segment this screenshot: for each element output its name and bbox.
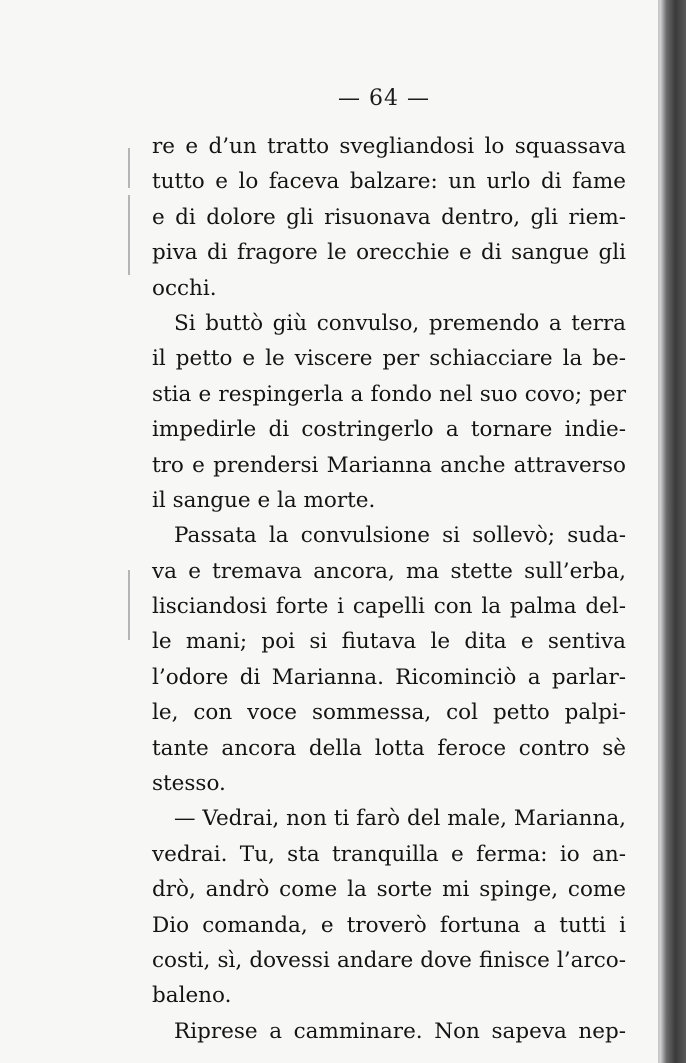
text-line: le mani; poi si fiutava le dita e sentiva <box>152 629 626 655</box>
text-line: le, con voce sommessa, col petto palpi- <box>152 700 626 726</box>
text-line: va e tremava ancora, ma stette sull’erba, <box>152 558 626 584</box>
text-line: il sangue e la morte. <box>152 487 376 513</box>
text-line: Passata la convulsione si sollevò; suda- <box>174 523 626 549</box>
margin-mark <box>128 195 130 275</box>
text-line: Riprese a camminare. Non sapeva nep- <box>174 1018 626 1044</box>
page-number: — 64 — <box>338 86 430 111</box>
text-line: l’odore di Marianna. Ricominciò a parlar- <box>152 664 626 690</box>
text-line: tro e prendersi Marianna anche attraverso <box>152 452 626 478</box>
text-line: tutto e lo faceva balzare: un urlo di fame <box>152 169 626 195</box>
text-line: piva di fragore le orecchie e di sangue gli <box>152 240 626 266</box>
text-line: re e d’un tratto svegliandosi lo squassava <box>152 134 626 159</box>
text-line: — Vedrai, non ti farò del male, Marianna, <box>174 806 626 832</box>
text-line: costi, sì, dovessi andare dove finisce l’arco- <box>152 947 626 973</box>
page-edge-shadow <box>660 0 686 1063</box>
text-line: il petto e le viscere per schiacciare la be- <box>152 346 626 372</box>
text-line: e di dolore gli risuonava dentro, gli riem- <box>152 204 626 230</box>
margin-mark <box>128 148 130 188</box>
text-line: vedrai. Tu, sta tranquilla e ferma: io an- <box>152 841 626 867</box>
text-line: occhi. <box>152 275 217 301</box>
body-text <box>152 129 626 1049</box>
text-line: drò, andrò come la sorte mi spinge, come <box>152 877 626 903</box>
text-line: stesso. <box>152 771 226 797</box>
text-line: Si buttò giù convulso, premendo a terra <box>174 310 626 336</box>
text-line: tante ancora della lotta feroce contro sè <box>152 735 626 761</box>
text-line: baleno. <box>152 983 232 1009</box>
text-line: impedirle di costringerlo a tornare indie- <box>152 417 626 443</box>
text-line: lisciandosi forte i capelli con la palma del- <box>152 594 626 620</box>
margin-mark <box>128 570 130 640</box>
text-line: stia e respingerla a fondo nel suo covo; per <box>152 381 626 407</box>
text-line: Dio comanda, e troverò fortuna a tutti i <box>152 912 626 938</box>
